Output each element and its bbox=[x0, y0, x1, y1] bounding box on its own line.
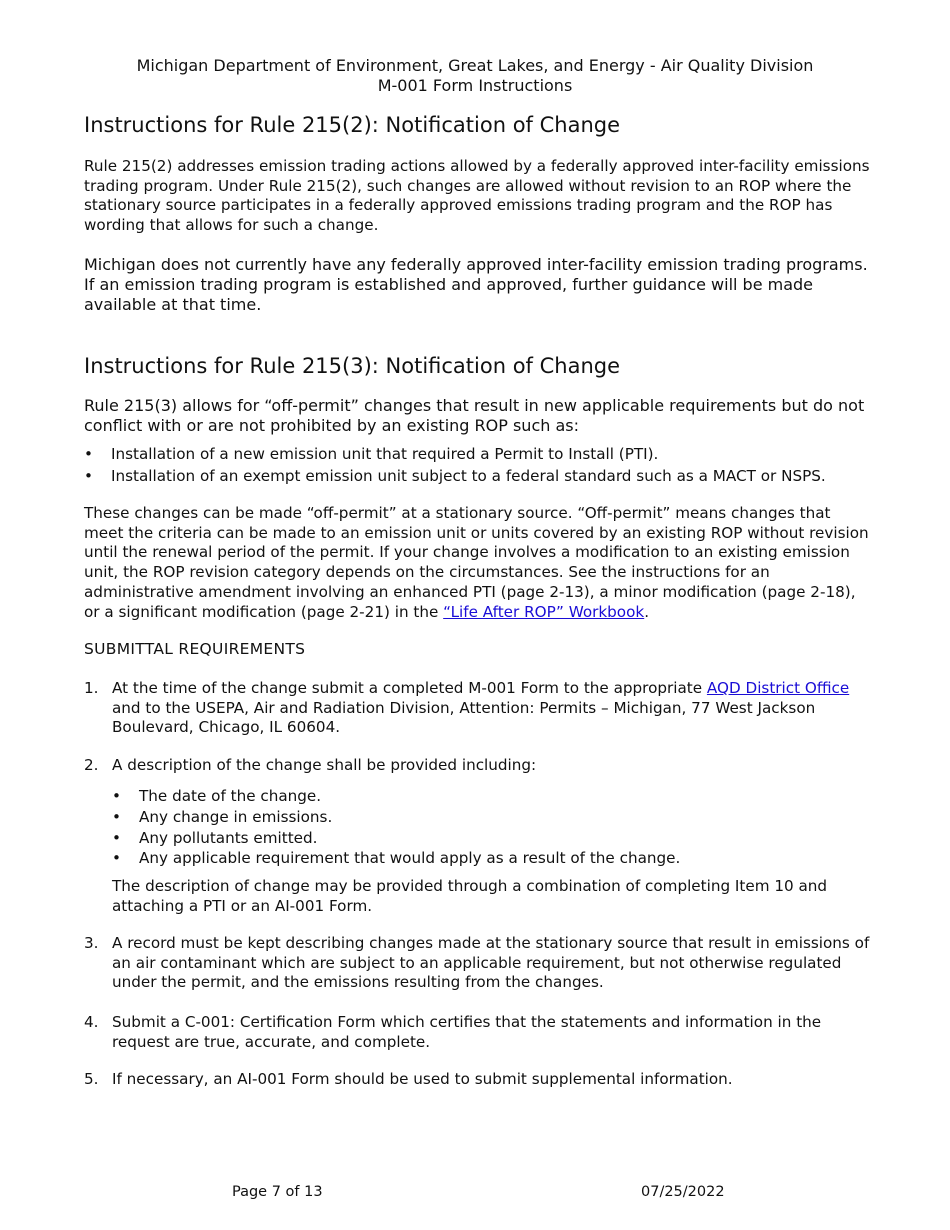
numbered-item-5 bbox=[84, 1070, 874, 1090]
item-number: 2. bbox=[84, 756, 99, 774]
bullet-glyph: • bbox=[112, 808, 121, 826]
item-text: Submit a C-001: Certification Form which certifies that the statements and information in the request are true, accurate, and complete. bbox=[112, 1013, 822, 1051]
list-item-text: Installation of an exempt emission unit subject to a federal standard such as a MACT or NSPS. bbox=[111, 467, 826, 485]
item-text bbox=[112, 679, 874, 738]
bullet-glyph: • bbox=[112, 849, 121, 867]
paragraph-no-trading-program: Michigan does not currently have any federally approved inter-facility emission trading programs. If an emission trading program is established and approved, further guidance will be made available at that time. bbox=[84, 255, 868, 314]
item-2-note: The description of change may be provided through a combination of completing Item 10 and attaching a PTI or an AI-001 Form. bbox=[112, 877, 828, 915]
item-number: 3. bbox=[84, 934, 99, 952]
item-1-text-post: and to the USEPA, Air and Radiation Division, Attention: Permits – Michigan, 77 West Jackson Boulevard, Chicago, IL 60604. bbox=[112, 698, 816, 737]
list-item-text: Any change in emissions. bbox=[139, 808, 333, 826]
aqd-district-office-link[interactable]: AQD District Office bbox=[706, 679, 850, 697]
list-item-text: Any pollutants emitted. bbox=[139, 829, 318, 847]
list-item-text: Any applicable requirement that would apply as a result of the change. bbox=[139, 849, 681, 867]
paragraph-off-permit bbox=[84, 504, 870, 622]
header-form-title: M-001 Form Instructions bbox=[377, 76, 573, 95]
numbered-item-4 bbox=[84, 1013, 874, 1052]
paragraph-rule-215-3-intro: Rule 215(3) allows for “off-permit” changes that result in new applicable requirements but do not conflict with or are not prohibited by an existing ROP such as: bbox=[84, 396, 865, 435]
header-agency: Michigan Department of Environment, Great Lakes, and Energy - Air Quality Division bbox=[136, 56, 814, 75]
bullet-glyph: • bbox=[112, 787, 121, 805]
section-heading-rule-215-3: Instructions for Rule 215(3): Notification of Change bbox=[84, 354, 621, 378]
list-item-text: The date of the change. bbox=[139, 787, 322, 805]
list-item-text: Installation of a new emission unit that required a Permit to Install (PTI). bbox=[111, 445, 659, 463]
page-number: Page 7 of 13 bbox=[232, 1184, 323, 1200]
item-1-text-pre: At the time of the change submit a completed M-001 Form to the appropriate bbox=[112, 679, 707, 697]
bullet-glyph: • bbox=[112, 829, 121, 847]
paragraph-off-permit-end: . bbox=[644, 602, 650, 621]
life-after-rop-workbook-link[interactable]: “Life After ROP” Workbook bbox=[443, 602, 645, 621]
item-text: A description of the change shall be provided including: bbox=[112, 756, 537, 774]
bullet-glyph: • bbox=[84, 445, 93, 463]
submittal-requirements-heading: SUBMITTAL REQUIREMENTS bbox=[84, 640, 306, 658]
item-number: 1. bbox=[84, 679, 99, 697]
item-text: If necessary, an AI-001 Form should be used to submit supplemental information. bbox=[112, 1070, 733, 1088]
footer-date: 07/25/2022 bbox=[641, 1184, 725, 1200]
bullet-glyph: • bbox=[84, 467, 93, 485]
paragraph-off-permit-text: These changes can be made “off-permit” at a stationary source. “Off-permit” means changes that meet the criteria can be made to an emission unit or units covered by an existing ROP without revision until the renewal period of the permit. If your change involves a modification to an existing emission unit, the ROP revision category depends on the circumstances. See the instructions for an administrative amendment involving an enhanced PTI (page 2-13), a minor modification (page 2-18), or a significant modification (page 2-21) in the bbox=[84, 504, 869, 621]
item-number: 5. bbox=[84, 1070, 99, 1088]
item-text: A record must be kept describing changes made at the stationary source that result in emissions of an air contaminant which are subject to an applicable requirement, but not otherwise regulated under the permit, and the emissions resulting from the changes. bbox=[112, 934, 870, 992]
numbered-item-2 bbox=[84, 756, 874, 776]
numbered-item-3 bbox=[84, 934, 874, 993]
paragraph-rule-215-2-intro: Rule 215(2) addresses emission trading actions allowed by a federally approved inter-facility emissions trading program. Under Rule 215(2), such changes are allowed without revision to an ROP where the stationary source participates in a federally approved emissions trading program and the ROP has wording that allows for such a change. bbox=[84, 157, 870, 235]
section-heading-rule-215-2: Instructions for Rule 215(2): Notification of Change bbox=[84, 113, 621, 137]
numbered-item-1 bbox=[84, 679, 874, 738]
item-number: 4. bbox=[84, 1013, 99, 1031]
